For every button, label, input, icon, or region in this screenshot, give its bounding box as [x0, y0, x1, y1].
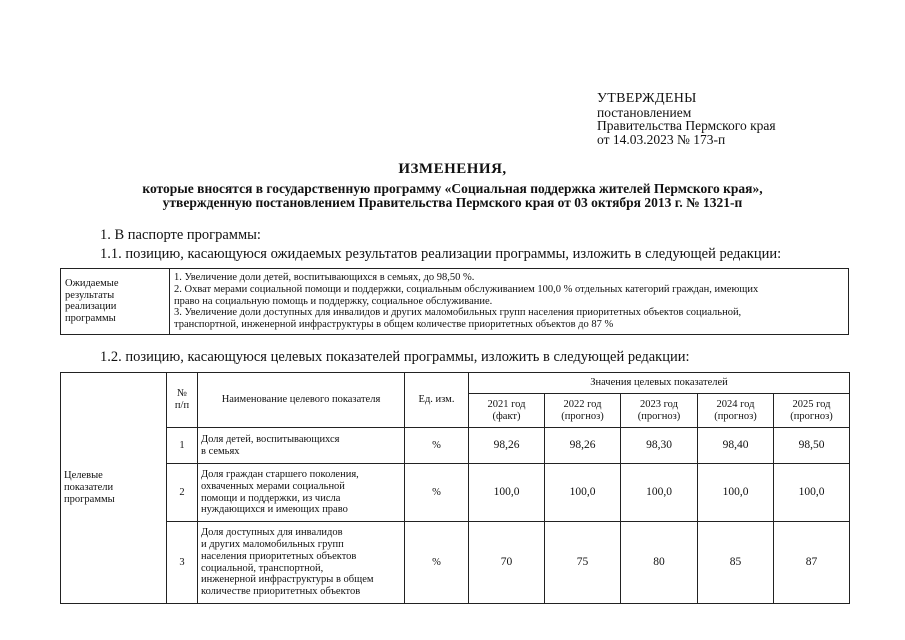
- indicator-name-line: социальной, транспортной,: [201, 562, 324, 574]
- header-year: [545, 394, 621, 428]
- indicator-value: 98,40: [698, 428, 774, 464]
- year-label: 2024 год: [716, 398, 755, 410]
- header-indicator-name: Наименование целевого показателя: [198, 373, 405, 428]
- result-item: право на социальную помощь и поддержку, социальное обслуживание.: [174, 295, 493, 307]
- target-indicators-table: [60, 372, 850, 604]
- indicator-name-line: Доля детей, воспитывающихся: [201, 433, 340, 445]
- indicator-name: [198, 522, 405, 604]
- indicator-value: 100,0: [698, 464, 774, 522]
- indicator-unit: %: [405, 464, 469, 522]
- indicator-value: 100,0: [621, 464, 698, 522]
- year-status: (прогноз): [637, 410, 681, 422]
- indicator-name-line: Доля граждан старшего поколения,: [201, 468, 359, 480]
- label-line: результаты: [65, 289, 115, 301]
- indicator-name-line: охваченных мерами социальной: [201, 480, 345, 492]
- label-line: программы: [64, 493, 115, 505]
- indicator-name-line: нуждающихся и имеющих право: [201, 504, 348, 516]
- header-num-line: п/п: [174, 400, 190, 411]
- subtitle-line: которые вносятся в государственную программу «Социальная поддержка жителей Пермского края»,: [142, 181, 763, 196]
- header-num-line: №: [176, 388, 188, 400]
- approval-title: УТВЕРЖДЕНЫ: [597, 91, 697, 106]
- table-row: [61, 464, 850, 522]
- indicator-name-line: количестве приоритетных объектов: [201, 586, 361, 598]
- result-item: 1. Увеличение доли детей, воспитывающихся в семьях, до 98,50 %.: [174, 272, 475, 283]
- approval-line: постановлением: [597, 104, 692, 120]
- result-item: 2. Охват мерами социальной помощи и поддержки, социальным обслуживанием 100,0 % отдельных категорий граждан, имеющих: [174, 283, 759, 295]
- section-1-2-heading: 1.2. позицию, касающуюся целевых показателей программы, изложить в следующей редакции:: [100, 349, 690, 365]
- header-year: [774, 394, 850, 428]
- indicator-value: 98,50: [774, 428, 850, 464]
- label-line: показатели: [64, 482, 114, 494]
- indicator-value: 70: [469, 522, 545, 604]
- indicator-value: 100,0: [545, 464, 621, 522]
- year-status: (прогноз): [561, 410, 604, 422]
- year-status: (прогноз): [714, 410, 757, 422]
- indicator-name-line: инженерной инфраструктуры в общем: [201, 574, 374, 586]
- year-label: 2021 год: [487, 398, 526, 410]
- indicator-name-line: Доля доступных для инвалидов: [201, 527, 343, 539]
- document-title: ИЗМЕНЕНИЯ,: [398, 161, 507, 177]
- header-year: [698, 394, 774, 428]
- year-label: 2022 год: [563, 398, 602, 410]
- indicator-value: 98,26: [545, 428, 621, 464]
- indicator-unit: %: [405, 428, 469, 464]
- indicator-name-line: и других маломобильных групп: [201, 538, 344, 550]
- indicator-value: 98,26: [469, 428, 545, 464]
- indicator-value: 98,30: [621, 428, 698, 464]
- approval-line: Правительства Пермского края: [597, 118, 776, 133]
- section-1-heading: 1. В паспорте программы:: [100, 227, 261, 243]
- header-year: [469, 394, 545, 428]
- subtitle-line: утвержденную постановлением Правительства Пермского края от 03 октября 2013 г. № 1321-п: [162, 195, 743, 210]
- label-line: Ожидаемые: [65, 277, 119, 289]
- indicator-name: [198, 428, 405, 464]
- expected-results-table: [60, 268, 849, 335]
- indicator-name-line: в семьях: [201, 445, 240, 457]
- indicator-name-line: населения приоритетных объектов: [201, 550, 357, 562]
- row-num: 1: [167, 428, 198, 464]
- row-num: 3: [167, 522, 198, 604]
- header-unit: Ед. изм.: [405, 373, 469, 428]
- indicator-unit: %: [405, 522, 469, 604]
- year-status: (прогноз): [790, 410, 833, 422]
- indicator-value: 100,0: [774, 464, 850, 522]
- label-line: Целевые: [64, 470, 103, 482]
- indicator-value: 75: [545, 522, 621, 604]
- table-row: [61, 428, 850, 464]
- indicator-value: 87: [774, 522, 850, 604]
- header-year: [621, 394, 698, 428]
- row-num: 2: [167, 464, 198, 522]
- section-1-1-heading: 1.1. позицию, касающуюся ожидаемых результатов реализации программы, изложить в следующей редакции:: [100, 246, 782, 262]
- expected-results-label: [61, 269, 170, 335]
- indicator-value: 80: [621, 522, 698, 604]
- year-label: 2025 год: [792, 398, 831, 410]
- indicator-name: [198, 464, 405, 522]
- approval-block: [597, 92, 776, 146]
- result-item: 3. Увеличение доли доступных для инвалидов и других маломобильных групп населения приоритетных объектов социальной,: [174, 307, 742, 319]
- indicator-name-line: помощи и поддержки, из числа: [201, 492, 341, 504]
- result-item: транспортной, инженерной инфраструктуры в общем количестве приоритетных объектов до 87 %: [174, 319, 614, 331]
- header-values-group: Значения целевых показателей: [469, 373, 850, 394]
- indicator-value: 100,0: [469, 464, 545, 522]
- year-status: (факт): [492, 410, 521, 422]
- year-label: 2023 год: [640, 398, 678, 410]
- table-row: [61, 522, 850, 604]
- label-line: программы: [65, 313, 116, 325]
- label-line: реализации: [65, 301, 117, 313]
- approval-line: от 14.03.2023 № 173-п: [597, 131, 726, 147]
- expected-results-content: [170, 269, 849, 335]
- indicator-value: 85: [698, 522, 774, 604]
- target-indicators-label: [61, 373, 167, 604]
- document-subtitle: [40, 182, 865, 210]
- header-num: [167, 373, 198, 428]
